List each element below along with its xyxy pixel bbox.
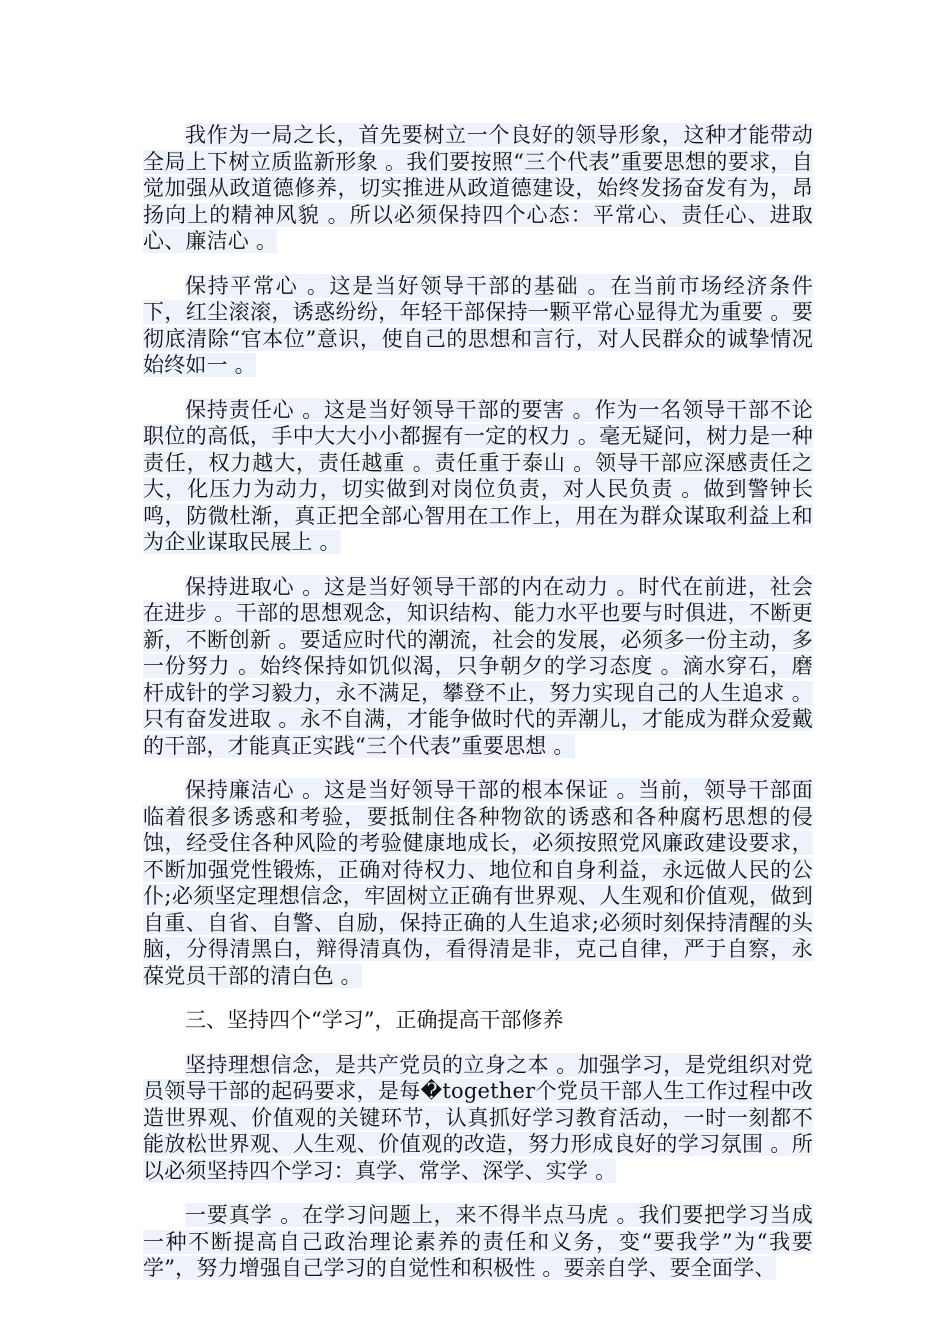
paragraph-1-text: 我作为一局之长，首先要树立一个良好的领导形象，这种才能带动全局上下树立质监新形象 。我们要按照“三个代表”重要思想的要求，自觉加强从政道德修养，切实推进从政道德建设，始终发扬奋发有为，昂扬向上的精神风貌 。所以必须保持四个心态：平常心、责任心、进取心、廉洁心 。 bbox=[143, 123, 813, 253]
paragraph-4 bbox=[143, 574, 813, 760]
paragraph-3 bbox=[143, 397, 813, 556]
paragraph-5-text: 保持廉洁心 。这是当好领导干部的根本保证 。当前，领导干部面临着很多诱惑和考验，要抵制住各种物欲的诱惑和各种腐朽思想的侵蚀，经受住各种风险的考验健康地成长，必须按照党风廉政建设要求，不断加强党性锻炼，正确对待权力、地位和自身利益，永远做人民的公仆;必须坚定理想信念，牢固树立正确有世界观、人生观和价值观，做到自重、自省、自警、自励，保持正确的人生追求;必须时刻保持清醒的头脑，分得清黑白，辩得清真伪，看得清是非，克己自律，严于自察，永葆党员干部的清白色 。 bbox=[143, 778, 813, 988]
paragraph-2-text: 保持平常心 。这是当好领导干部的基础 。在当前市场经济条件下，红尘滚滚，诱惑纷纷，年轻干部保持一颗平常心显得尤为重要 。要彻底清除“官本位”意识，使自己的思想和言行，对人民群众的诚挚情况始终如一 。 bbox=[143, 273, 813, 377]
paragraph-7 bbox=[143, 1202, 813, 1282]
paragraph-1 bbox=[143, 122, 813, 255]
paragraph-2 bbox=[143, 273, 813, 379]
paragraph-7-text: 一要真学 。在学习问题上，来不得半点马虎 。我们要把学习当成一种不断提高自己政治理论素养的责任和义务，变“要我学”为“我要学”，努力增强自己学习的自觉性和积极性 。要亲自学、要全面学、 bbox=[143, 1203, 813, 1280]
paragraph-6-text: 坚持理想信念，是共产党员的立身之本 。加强学习，是党组织对党员领导干部的起码要求，是每�together个党员干部人生工作过程中改造世界观、价值观的关键环节，认真抓好学习教育活动，一时一刻都不能放松世界观、人生观、价值观的改造，努力形成良好的学习氛围 。所以必须坚持四个学习：真学、常学、深学、实学 。 bbox=[143, 1052, 813, 1183]
paragraph-6 bbox=[143, 1052, 813, 1185]
section-heading: 三、坚持四个“学习”，正确提高干部修养 bbox=[185, 1008, 564, 1032]
paragraph-3-text: 保持责任心 。这是当好领导干部的要害 。作为一名领导干部不论职位的高低，手中大大小小都握有一定的权力 。毫无疑问，树力是一种责任，权力越大，责任越重 。责任重于泰山 。领导干部应深感责任之大，化压力为动力，切实做到对岗位负责，对人民负责 。做到警钟长鸣，防微杜渐，真正把全部心智用在工作上，用在为群众谋取利益上和为企业谋取民展上 。 bbox=[143, 397, 813, 554]
paragraph-4-text: 保持进取心 。这是当好领导干部的内在动力 。时代在前进，社会在进步 。干部的思想观念，知识结构、能力水平也要与时俱进，不断更新，不断创新 。要适应时代的潮流，社会的发展，必须多一份主动，多一份努力 。始终保持如饥似渴，只争朝夕的学习态度 。滴水穿石，磨杆成针的学习毅力，永不满足，攀登不止，努力实现自己的人生追求 。只有奋发进取 。永不自满，才能争做时代的弄潮儿，才能成为群众爱戴的干部，才能真正实践“三个代表”重要思想 。 bbox=[143, 574, 813, 758]
document-page bbox=[143, 122, 813, 1300]
paragraph-5 bbox=[143, 777, 813, 989]
